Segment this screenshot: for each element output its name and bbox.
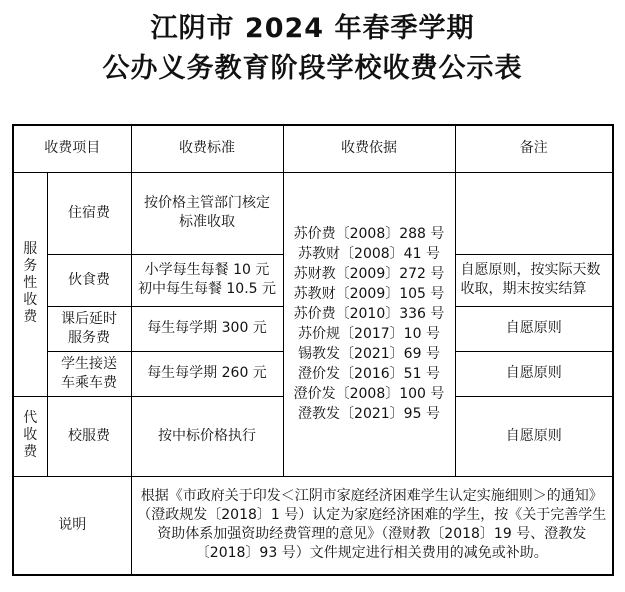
basis-doc: 苏教财〔2008〕41 号 xyxy=(298,246,440,262)
item-meals: 伙食费 xyxy=(47,254,131,306)
notes-row xyxy=(13,476,613,575)
notes-label: 说明 xyxy=(13,476,131,575)
item-shuttle: 学生接送 车乘车费 xyxy=(47,351,131,396)
category-service: 服务性收费 xyxy=(13,172,47,396)
document-title-line2: 公办义务教育阶段学校收费公示表 xyxy=(102,53,523,84)
remark-shuttle: 自愿原则 xyxy=(455,351,613,396)
standard-meals: 小学每生每餐 10 元 初中每生每餐 10.5 元 xyxy=(131,254,283,306)
header-basis: 收费依据 xyxy=(283,125,455,172)
header-remark: 备注 xyxy=(455,125,613,172)
basis-doc: 苏价费〔2008〕288 号 xyxy=(293,226,445,242)
remark-after-school: 自愿原则 xyxy=(455,306,613,351)
fee-table xyxy=(12,124,614,576)
standard-after-school: 每生每学期 300 元 xyxy=(131,306,283,351)
standard-accommodation: 按价格主管部门核定 标准收取 xyxy=(131,172,283,254)
basis-doc: 苏财教〔2009〕272 号 xyxy=(293,266,445,282)
basis-docs xyxy=(283,172,455,476)
remark-uniform: 自愿原则 xyxy=(455,396,613,476)
standard-shuttle: 每生每学期 260 元 xyxy=(131,351,283,396)
basis-doc: 锡教发〔2021〕69 号 xyxy=(298,346,440,362)
item-after-school: 课后延时 服务费 xyxy=(47,306,131,351)
basis-doc: 苏价规〔2017〕10 号 xyxy=(298,326,440,342)
remark-accommodation xyxy=(455,172,613,254)
basis-doc: 苏教财〔2009〕105 号 xyxy=(293,286,445,302)
standard-uniform: 按中标价格执行 xyxy=(131,396,283,476)
header-row xyxy=(13,125,613,172)
table-row xyxy=(13,172,613,254)
document-title-line1: 江阴市 2024 年春季学期 xyxy=(150,13,475,44)
item-uniform: 校服费 xyxy=(47,396,131,476)
remark-meals: 自愿原则，按实际天数收取，期末按实结算 xyxy=(455,254,613,306)
basis-doc: 澄教发〔2021〕95 号 xyxy=(298,406,440,422)
basis-doc: 澄价发〔2016〕51 号 xyxy=(298,366,440,382)
item-accommodation: 住宿费 xyxy=(47,172,131,254)
header-item: 收费项目 xyxy=(13,125,131,172)
basis-doc: 澄价发〔2008〕100 号 xyxy=(293,386,445,402)
category-agency: 代收费 xyxy=(13,396,47,476)
notes-text: 根据《市政府关于印发＜江阴市家庭经济困难学生认定实施细则＞的通知》（澄政规发〔2018〕1 号）认定为家庭经济困难的学生，按《关于完善学生资助体系加强资助经费管理的意见》（澄财教〔2018〕19 号、澄教发〔2018〕93 号）文件规定进行相关费用的减免或补助。 xyxy=(131,476,613,575)
basis-doc: 苏价费〔2010〕336 号 xyxy=(293,306,445,322)
header-standard: 收费标准 xyxy=(131,125,283,172)
